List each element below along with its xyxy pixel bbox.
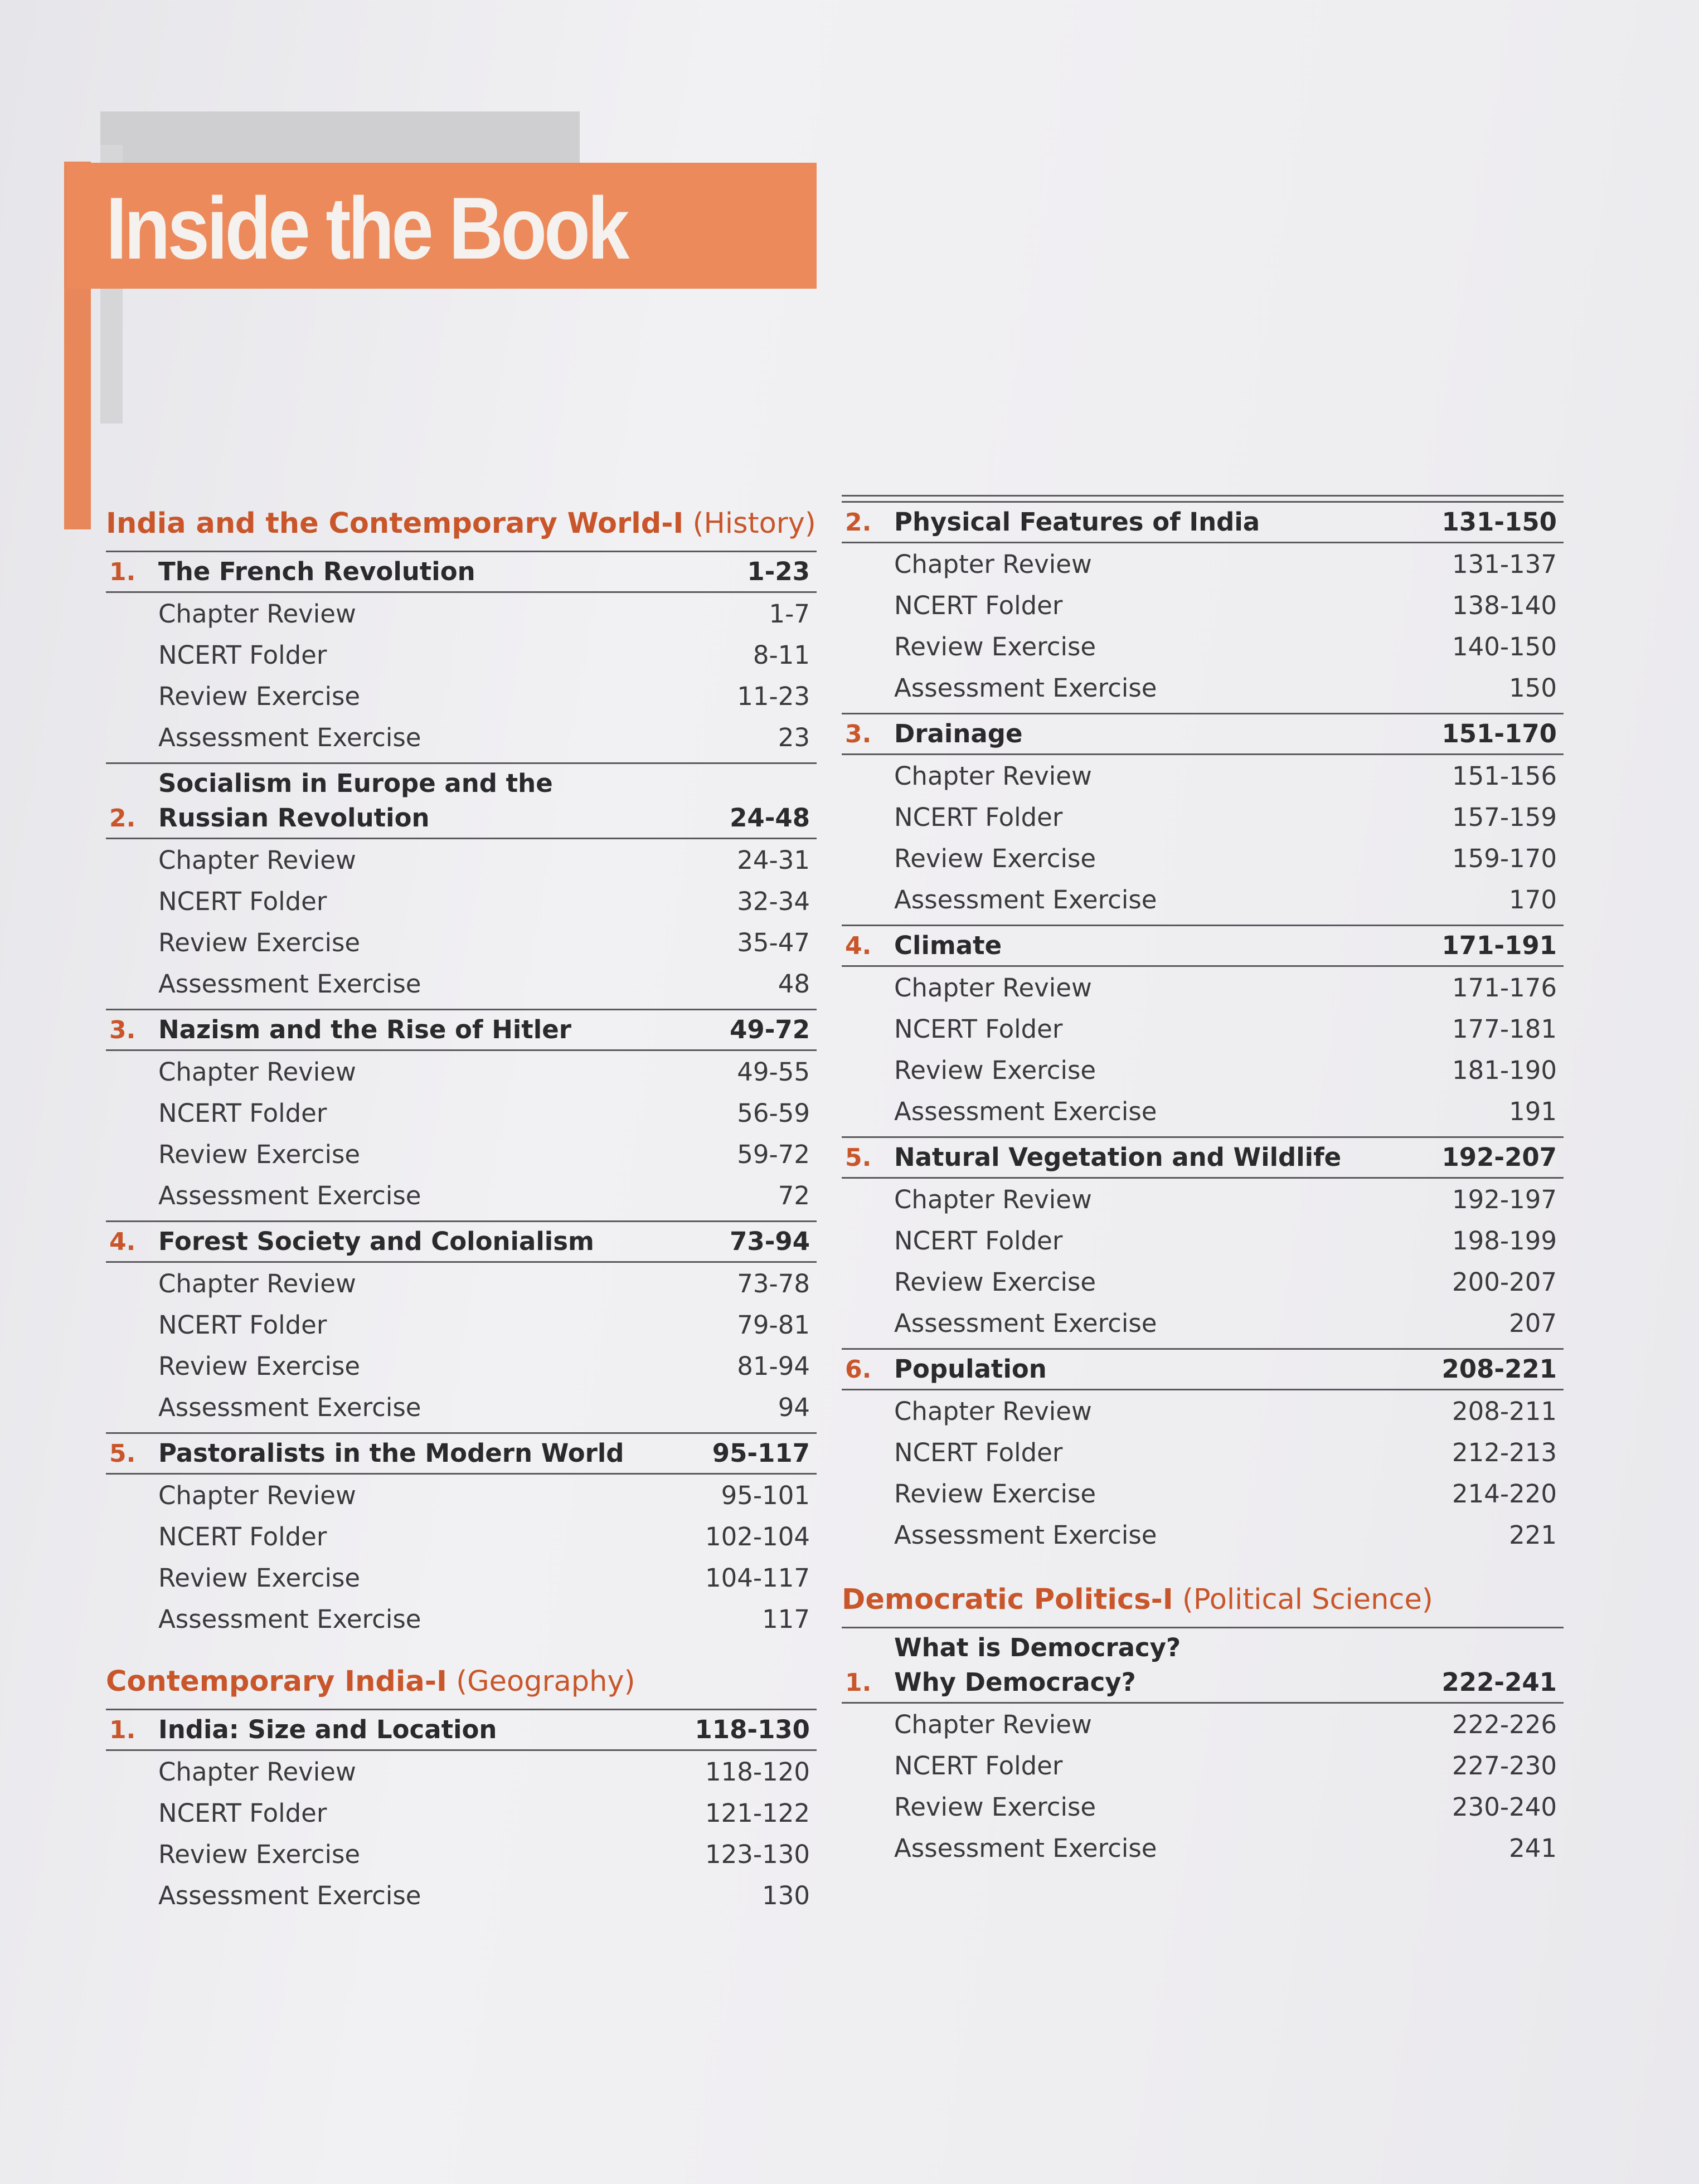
chapter-number: 6. (845, 1355, 872, 1384)
chapter-title: Natural Vegetation and Wildlife (894, 1142, 1342, 1172)
entry-page-range: 138-140 (1452, 590, 1557, 620)
section-subject: (History) (692, 507, 816, 540)
toc-entry (842, 667, 1564, 708)
entry-page-range: 94 (778, 1392, 810, 1422)
entry-label: NCERT Folder (158, 886, 327, 916)
chapter-title: Physical Features of India (894, 507, 1260, 537)
entry-page-range: 79-81 (737, 1310, 810, 1340)
entry-label: NCERT Folder (158, 1098, 327, 1128)
toc-entry (106, 1751, 817, 1792)
entry-label: Review Exercise (894, 1478, 1096, 1509)
entry-page-range: 191 (1509, 1096, 1557, 1126)
toc-entry (106, 839, 817, 881)
entry-label: Assessment Exercise (158, 722, 421, 752)
toc-chapter (106, 762, 817, 1004)
toc-entry (842, 1514, 1564, 1555)
toc-entry (842, 1704, 1564, 1745)
toc-entry (842, 1179, 1564, 1220)
toc-entry (842, 879, 1564, 920)
toc-entry (842, 1745, 1564, 1786)
entry-page-range: 221 (1509, 1520, 1557, 1550)
toc-entry (106, 1516, 817, 1557)
entry-page-range: 95-101 (721, 1480, 810, 1510)
toc-entry (106, 717, 817, 758)
entry-page-range: 230-240 (1452, 1792, 1557, 1822)
chapter-page-range: 131-150 (1441, 507, 1557, 537)
entry-label: Chapter Review (894, 549, 1092, 579)
toc-entry (842, 1786, 1564, 1827)
entry-label: Review Exercise (894, 1792, 1096, 1822)
entry-label: Review Exercise (158, 1139, 361, 1169)
chapter-heading-row (842, 713, 1564, 755)
entry-label: Assessment Exercise (158, 1180, 421, 1210)
entry-label: Chapter Review (158, 1757, 356, 1787)
toc-chapter (842, 1348, 1564, 1555)
entry-page-range: 102-104 (705, 1521, 810, 1551)
toc-entry (842, 1390, 1564, 1432)
toc-chapter (106, 1009, 817, 1216)
entry-label: NCERT Folder (894, 802, 1063, 832)
chapter-title: Forest Society and Colonialism (158, 1227, 594, 1256)
chapter-number: 5. (109, 1439, 136, 1468)
toc-entry (842, 543, 1564, 585)
entry-label: Assessment Exercise (894, 1308, 1157, 1338)
entry-page-range: 192-197 (1452, 1184, 1557, 1214)
chapter-number: 5. (845, 1144, 872, 1172)
chapter-heading-row (842, 925, 1564, 967)
chapter-title: Climate (894, 931, 1002, 960)
entry-label: NCERT Folder (894, 1437, 1063, 1467)
toc-entry (842, 1220, 1564, 1261)
entry-page-range: 198-199 (1452, 1225, 1557, 1256)
entry-page-range: 123-130 (705, 1839, 810, 1869)
entry-label: Chapter Review (158, 845, 356, 875)
toc-entry (842, 967, 1564, 1008)
entry-label: Assessment Exercise (894, 1520, 1157, 1550)
toc-entry (106, 1475, 817, 1516)
toc-entry (106, 593, 817, 634)
page-title: Inside the Book (106, 179, 627, 278)
chapter-page-range: 49-72 (730, 1015, 810, 1044)
toc-entry (106, 1304, 817, 1345)
toc-chapter (842, 925, 1564, 1132)
chapter-number: 1. (845, 1669, 872, 1697)
toc-entry (106, 1875, 817, 1916)
toc-chapter (106, 551, 817, 758)
entry-page-range: 241 (1509, 1833, 1557, 1863)
entry-label: NCERT Folder (158, 1798, 327, 1828)
entry-label: Review Exercise (894, 843, 1096, 873)
toc-entry (842, 796, 1564, 838)
entry-page-range: 32-34 (737, 886, 810, 916)
chapter-number: 3. (109, 1016, 136, 1044)
entry-page-range: 177-181 (1452, 1014, 1557, 1044)
entry-page-range: 171-176 (1452, 972, 1557, 1003)
section-name: India and the Contemporary World-I (106, 507, 684, 540)
chapter-heading-row (106, 1220, 817, 1263)
entry-page-range: 81-94 (737, 1351, 810, 1381)
entry-page-range: 121-122 (705, 1798, 810, 1828)
entry-page-range: 227-230 (1452, 1750, 1557, 1781)
chapter-number: 2. (845, 508, 872, 537)
toc-entry (106, 1557, 817, 1598)
section-title (106, 1660, 817, 1704)
entry-page-range: 151-156 (1452, 761, 1557, 791)
toc-entry (842, 838, 1564, 879)
toc-entry (842, 1302, 1564, 1344)
entry-page-range: 131-137 (1452, 549, 1557, 579)
entry-page-range: 104-117 (705, 1563, 810, 1593)
entry-page-range: 118-120 (705, 1757, 810, 1787)
toc-entry (106, 1092, 817, 1134)
entry-label: Chapter Review (158, 1480, 356, 1510)
entry-page-range: 170 (1509, 884, 1557, 915)
entry-label: Review Exercise (158, 1563, 361, 1593)
toc-entry (106, 675, 817, 717)
chapter-number: 1. (109, 1716, 136, 1744)
toc-entry (106, 963, 817, 1004)
toc-chapter (842, 1136, 1564, 1344)
left-column (106, 502, 817, 1916)
chapter-title: Nazism and the Rise of Hitler (158, 1015, 571, 1044)
entry-page-range: 1-7 (769, 599, 810, 629)
chapter-heading-row (106, 762, 817, 839)
chapter-heading-row (106, 551, 817, 593)
entry-page-range: 49-55 (737, 1057, 810, 1087)
entry-page-range: 208-211 (1452, 1396, 1557, 1426)
chapter-number: 1. (109, 558, 136, 586)
entry-page-range: 35-47 (737, 927, 810, 957)
entry-page-range: 130 (762, 1880, 810, 1910)
entry-label: Assessment Exercise (158, 969, 421, 999)
chapter-page-range: 95-117 (712, 1438, 810, 1468)
entry-label: Chapter Review (158, 599, 356, 629)
entry-label: Assessment Exercise (894, 884, 1157, 915)
chapter-page-range: 192-207 (1441, 1142, 1557, 1172)
entry-page-range: 11-23 (737, 681, 810, 711)
entry-label: Review Exercise (158, 1839, 361, 1869)
toc-entry (106, 881, 817, 922)
entry-label: Chapter Review (894, 1709, 1092, 1739)
toc-chapter (106, 1709, 817, 1916)
toc-chapter (106, 1432, 817, 1640)
chapter-page-range: 24-48 (730, 803, 810, 833)
chapter-number: 2. (109, 804, 136, 833)
entry-label: Chapter Review (894, 972, 1092, 1003)
entry-label: NCERT Folder (158, 1521, 327, 1551)
chapter-heading-row (106, 1432, 817, 1475)
chapter-heading-row (842, 1136, 1564, 1179)
toc-entry (106, 1598, 817, 1640)
entry-page-range: 140-150 (1452, 631, 1557, 661)
toc-entry (106, 1051, 817, 1092)
chapter-title: The French Revolution (158, 557, 475, 586)
chapter-page-range: 171-191 (1441, 931, 1557, 960)
toc-entry (106, 634, 817, 675)
entry-label: Chapter Review (894, 761, 1092, 791)
toc-chapter (842, 501, 1564, 708)
entry-page-range: 181-190 (1452, 1055, 1557, 1085)
entry-page-range: 222-226 (1452, 1709, 1557, 1739)
entry-label: NCERT Folder (894, 590, 1063, 620)
chapter-page-range: 222-241 (1441, 1667, 1557, 1697)
entry-page-range: 117 (762, 1604, 810, 1634)
toc-entry (842, 1261, 1564, 1302)
entry-label: Chapter Review (158, 1057, 356, 1087)
chapter-heading-row (842, 1627, 1564, 1704)
entry-page-range: 24-31 (737, 845, 810, 875)
chapter-title: Population (894, 1354, 1047, 1384)
chapter-number: 3. (845, 720, 872, 748)
entry-label: Chapter Review (894, 1396, 1092, 1426)
entry-label: NCERT Folder (894, 1225, 1063, 1256)
entry-label: Chapter Review (894, 1184, 1092, 1214)
entry-label: Assessment Exercise (894, 673, 1157, 703)
chapter-title: What is Democracy? Why Democracy? (894, 1633, 1181, 1697)
chapter-heading-row (106, 1709, 817, 1751)
entry-page-range: 212-213 (1452, 1437, 1557, 1467)
entry-page-range: 150 (1509, 673, 1557, 703)
entry-page-range: 48 (778, 969, 810, 999)
chapter-title: India: Size and Location (158, 1715, 497, 1744)
chapter-title: Drainage (894, 719, 1023, 748)
toc-entry (106, 1263, 817, 1304)
entry-label: Review Exercise (894, 1267, 1096, 1297)
entry-label: Review Exercise (894, 631, 1096, 661)
entry-label: Review Exercise (158, 681, 361, 711)
toc-entry (106, 1134, 817, 1175)
entry-label: Assessment Exercise (894, 1096, 1157, 1126)
toc-entry (842, 1432, 1564, 1473)
toc-entry (842, 626, 1564, 667)
entry-label: Assessment Exercise (894, 1833, 1157, 1863)
toc-entry (842, 1473, 1564, 1514)
entry-label: Assessment Exercise (158, 1604, 421, 1634)
entry-label: Chapter Review (158, 1268, 356, 1298)
entry-label: Assessment Exercise (158, 1880, 421, 1910)
entry-page-range: 23 (778, 722, 810, 752)
entry-label: NCERT Folder (158, 640, 327, 670)
chapter-number: 4. (109, 1228, 136, 1256)
toc-entry (106, 1345, 817, 1387)
right-column (842, 495, 1564, 1869)
entry-label: NCERT Folder (158, 1310, 327, 1340)
entry-label: Review Exercise (894, 1055, 1096, 1085)
entry-label: NCERT Folder (894, 1014, 1063, 1044)
entry-page-range: 157-159 (1452, 802, 1557, 832)
section-name: Democratic Politics-I (842, 1583, 1173, 1616)
entry-page-range: 59-72 (737, 1139, 810, 1169)
entry-page-range: 159-170 (1452, 843, 1557, 873)
entry-page-range: 56-59 (737, 1098, 810, 1128)
section-subject: (Geography) (456, 1665, 635, 1698)
toc-entry (842, 1827, 1564, 1869)
section-title (106, 502, 817, 546)
toc-entry (106, 1175, 817, 1216)
entry-page-range: 8-11 (753, 640, 810, 670)
toc-entry (842, 1091, 1564, 1132)
toc-entry (106, 922, 817, 963)
section-name: Contemporary India-I (106, 1665, 447, 1698)
entry-page-range: 72 (778, 1180, 810, 1210)
section-subject: (Political Science) (1182, 1583, 1433, 1616)
entry-label: Assessment Exercise (158, 1392, 421, 1422)
chapter-heading-row (106, 1009, 817, 1051)
section-title (842, 1578, 1564, 1622)
chapter-heading-row (842, 501, 1564, 543)
toc-chapter (842, 1627, 1564, 1869)
chapter-title: Socialism in Europe and the Russian Revolution (158, 768, 553, 833)
chapter-heading-row (842, 1348, 1564, 1390)
toc-entry (842, 1049, 1564, 1091)
chapter-page-range: 118-130 (695, 1715, 810, 1744)
chapter-page-range: 73-94 (730, 1227, 810, 1256)
toc-entry (106, 1792, 817, 1833)
entry-page-range: 214-220 (1452, 1478, 1557, 1509)
entry-page-range: 73-78 (737, 1268, 810, 1298)
toc-chapter (106, 1220, 817, 1428)
toc-chapter (842, 713, 1564, 920)
toc-entry (106, 1833, 817, 1875)
chapter-title: Pastoralists in the Modern World (158, 1438, 624, 1468)
chapter-page-range: 208-221 (1441, 1354, 1557, 1384)
toc-entry (842, 585, 1564, 626)
chapter-page-range: 1-23 (747, 557, 810, 586)
top-rule (842, 495, 1564, 497)
toc-entry (106, 1387, 817, 1428)
entry-label: NCERT Folder (894, 1750, 1063, 1781)
toc-entry (842, 1008, 1564, 1049)
entry-label: Review Exercise (158, 1351, 361, 1381)
entry-label: Review Exercise (158, 927, 361, 957)
toc-entry (842, 755, 1564, 796)
entry-page-range: 207 (1509, 1308, 1557, 1338)
chapter-page-range: 151-170 (1441, 719, 1557, 748)
chapter-number: 4. (845, 932, 872, 960)
entry-page-range: 200-207 (1452, 1267, 1557, 1297)
